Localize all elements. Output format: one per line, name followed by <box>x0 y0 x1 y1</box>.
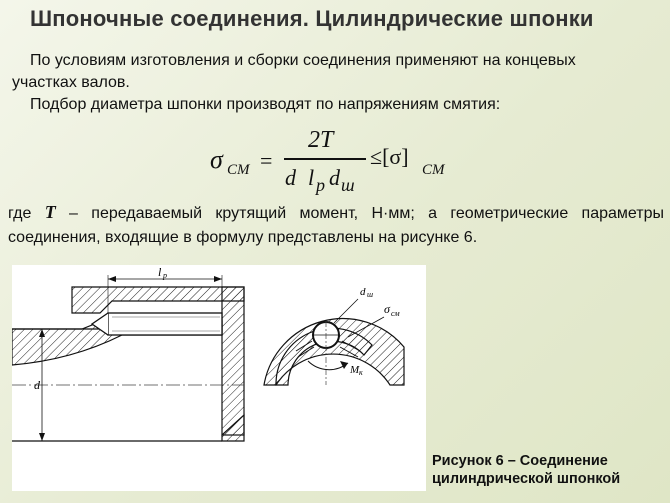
cylindrical-key-drawing <box>12 265 426 491</box>
crushing-stress-formula <box>210 125 470 195</box>
where-prefix: где <box>8 205 32 222</box>
cylindrical-key <box>108 313 222 335</box>
paragraph-2: Подбор диаметра шпонки производят по напряжениям смятия: <box>30 96 501 113</box>
formula-fraction-bar <box>284 158 366 160</box>
where-symbol-T: T <box>44 202 56 222</box>
paragraph-1-line-2: участках валов. <box>12 74 130 91</box>
hub-section <box>72 287 244 313</box>
label-d: d <box>34 378 40 392</box>
label-dsh: d <box>360 286 366 298</box>
formula-denominator-d2: d <box>329 165 340 190</box>
formula-denominator-d2-sub: ш <box>341 175 355 195</box>
formula-rhs: ≤[σ] <box>370 144 409 169</box>
figure-6-drawing <box>12 265 426 491</box>
label-dsh-sub: ш <box>367 290 374 299</box>
formula-equals: = <box>260 148 273 173</box>
formula-numerator: 2T <box>308 127 334 153</box>
figure-caption <box>432 452 668 488</box>
formula-denominator-d: d <box>285 165 296 190</box>
where-paragraph <box>8 200 664 250</box>
label-mk-sub: к <box>359 368 363 377</box>
paragraph-1-line-1: По условиям изготовления и сборки соединения применяют на концевых <box>30 52 576 69</box>
slide-title: Шпоночные соединения. Цилиндрические шпонки <box>30 6 594 31</box>
label-sigma-sub: см <box>391 309 400 318</box>
formula-denominator-l: l <box>308 165 315 190</box>
label-lp-sub: p <box>163 271 167 280</box>
formula-sigma-subscript: СМ <box>227 162 250 178</box>
caption-line-2: цилиндрической шпонкой <box>432 471 621 487</box>
hub-right-wall <box>222 287 244 435</box>
formula-rhs-subscript: СМ <box>422 162 445 178</box>
caption-line-1: Рисунок 6 – Соединение <box>432 453 608 469</box>
label-mk: M <box>350 364 360 376</box>
formula-denominator-l-sub: p <box>316 175 325 195</box>
where-description: – передаваемый крутящий момент, Н·мм; а геометрические параметры соединения, входящие в формулу представлены на рисунке 6. <box>8 205 665 246</box>
formula-sigma: σ <box>210 145 223 174</box>
label-lp: l <box>158 265 162 279</box>
label-sigma: σ <box>384 302 390 316</box>
